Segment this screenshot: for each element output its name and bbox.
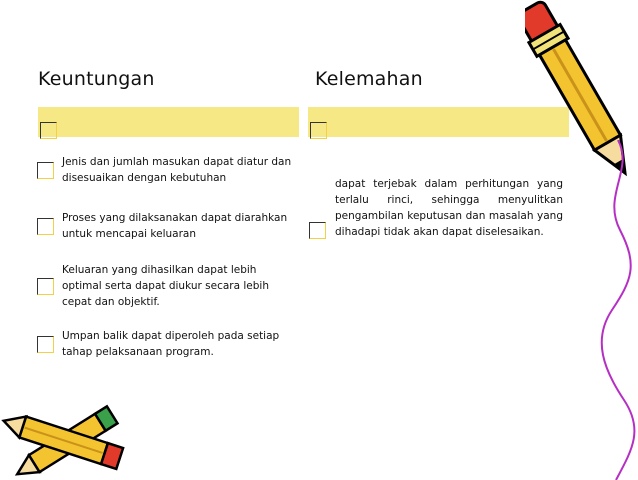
- bullet-box: [310, 122, 327, 139]
- item-text: Keluaran yang dihasilkan dapat lebih optimal serta dapat diukur secara lebih cepat dan objektif.: [62, 264, 269, 308]
- item-text: Proses yang dilaksanakan dapat diarahkan untuk mencapai keluaran: [62, 212, 288, 240]
- heading-kelemahan: Kelemahan: [315, 68, 423, 90]
- bullet-box: [37, 278, 54, 295]
- bullet-box: [37, 336, 54, 353]
- bullet-box: [309, 222, 326, 239]
- item-text: dapat terjebak dalam perhitungan yang terlalu rinci, sehingga menyulitkan pengambilan keputusan dan masalah yang dihadapi tidak akan dapat diselesaikan.: [335, 178, 563, 238]
- heading-keuntungan: Keuntungan: [38, 68, 155, 90]
- list-item: [37, 154, 297, 186]
- squiggle-line: [598, 140, 638, 480]
- list-item: [37, 328, 297, 360]
- band-keuntungan: [38, 107, 299, 137]
- item-text: Jenis dan jumlah masukan dapat diatur dan disesuaikan dengan kebutuhan: [62, 156, 292, 184]
- pencils-icon: [0, 389, 150, 479]
- bullet-box: [40, 122, 57, 139]
- item-text: Umpan balik dapat diperoleh pada setiap tahap pelaksanaan program.: [62, 330, 280, 358]
- bullet-box: [37, 218, 54, 235]
- list-item: [37, 210, 297, 242]
- list-item: [37, 262, 297, 310]
- bullet-box: [37, 162, 54, 179]
